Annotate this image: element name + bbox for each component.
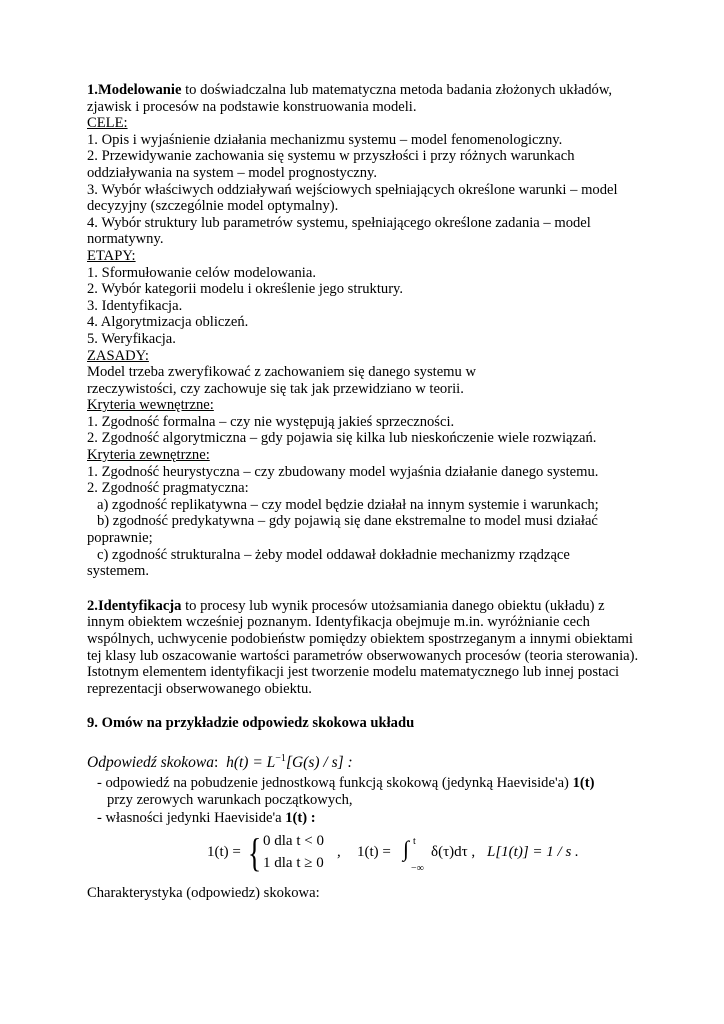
property-bullet: - odpowiedź na pobudzenie jednostkową funkcją skokową (jedynką Haeviside'a) 1(t) bbox=[97, 775, 595, 792]
piecewise-brace: { bbox=[247, 829, 262, 875]
etapy-item: 2. Wybór kategorii modelu i określenie jego struktury. bbox=[87, 281, 404, 298]
kryteria-zewnetrzne-subitem: b) zgodność predykatywna – gdy pojawią się dane ekstremalne to model musi działać bbox=[97, 513, 598, 530]
section2-line: reprezentacji obserwowanego obiektu. bbox=[87, 680, 312, 697]
etapy-item: 3. Identyfikacja. bbox=[87, 297, 183, 314]
step-response-definition: Odpowiedź skokowa: $h(t) = L^{-1}[G(s) / s]$ : bbox=[87, 752, 353, 772]
section2-paragraph: 2.Identyfikacja to procesy lub wynik procesów utożsamiania danego obiektu (układu) z bbox=[87, 597, 605, 614]
zasady-line: Model trzeba zweryfikować z zachowaniem się danego systemu w bbox=[87, 364, 477, 381]
kryteria-wewnetrzne-label: Kryteria wewnętrzne: bbox=[87, 397, 214, 414]
section2-line: wspólnych, uchwycenie podobieństw pomiędzy obiektem spostrzeganym a innymi obiektami bbox=[87, 631, 633, 647]
zasady-label: ZASADY: bbox=[87, 347, 149, 364]
etapy-item: 4. Algorytmizacja obliczeń. bbox=[87, 314, 249, 331]
section2-heading: 2.Identyfikacja bbox=[87, 597, 182, 614]
cele-label: CELE: bbox=[87, 115, 128, 132]
piecewise-case-1: 0 dla t < 0 bbox=[263, 832, 324, 849]
cele-item: 3. Wybór właściwych oddziaływań wejściowych spełniających określone warunki – model bbox=[87, 181, 618, 198]
kryteria-wewnetrzne-item: 2. Zgodność algorytmiczna – gdy pojawia się kilka lub nieskończenie wiele rozwiązań. bbox=[87, 430, 597, 447]
step-characteristic-label: Charakterystyka (odpowiedz) skokowa: bbox=[87, 884, 320, 901]
heaviside-lhs: 1(t) = bbox=[207, 843, 241, 860]
integral-body: δ(τ)dτ , bbox=[431, 843, 476, 860]
integral-sign: ∫ bbox=[403, 835, 410, 861]
document-page bbox=[87, 82, 647, 902]
section9-heading: 9. Omów na przykładzie odpowiedz skokowa układu bbox=[87, 715, 415, 732]
etapy-label: ETAPY: bbox=[87, 247, 136, 264]
piecewise-case-2: 1 dla t ≥ 0 bbox=[263, 854, 324, 871]
integral-upper-limit: t bbox=[413, 835, 416, 847]
kryteria-zewnetrzne-label: Kryteria zewnętrzne: bbox=[87, 447, 210, 464]
integral-lhs: 1(t) = bbox=[357, 843, 391, 860]
etapy-item: 1. Sformułowanie celów modelowania. bbox=[87, 264, 316, 281]
cele-item: normatywny. bbox=[87, 231, 164, 248]
kryteria-zewnetrzne-continuation: poprawnie; bbox=[87, 530, 153, 547]
cele-item: 1. Opis i wyjaśnienie działania mechanizmu systemu – model fenomenologiczny. bbox=[87, 131, 563, 148]
kryteria-zewnetrzne-subitem: a) zgodność replikatywna – czy model będzie działał na innym systemie i warunkach; bbox=[97, 496, 599, 513]
spacer bbox=[87, 580, 647, 598]
section2-line: innym obiektem wcześniej poznanym. Identyfikacja obejmuje m.in. wyróżnianie cech bbox=[87, 614, 590, 631]
cele-item: oddziaływania na system – model prognostyczny. bbox=[87, 164, 378, 181]
integral-lower-limit: −∞ bbox=[411, 862, 424, 874]
section1-intro-line2: zjawisk i procesów na podstawie konstruowania modeli. bbox=[87, 98, 417, 115]
kryteria-zewnetrzne-subitem: c) zgodność strukturalna – żeby model oddawał dokładnie mechanizmy rządzące bbox=[97, 546, 570, 563]
kryteria-wewnetrzne-item: 1. Zgodność formalna – czy nie występują jakieś sprzeczności. bbox=[87, 413, 455, 430]
cele-item: 4. Wybór struktury lub parametrów systemu, spełniającego określone zadania – model bbox=[87, 214, 591, 231]
laplace-formula: L[1(t)] = 1 / s . bbox=[487, 843, 579, 860]
etapy-item: 5. Weryfikacja. bbox=[87, 330, 176, 347]
spacer bbox=[87, 697, 647, 715]
zasady-line: rzeczywistości, czy zachowuje się tak jak przewidziano w teorii. bbox=[87, 380, 464, 397]
formula-comma: , bbox=[337, 843, 341, 860]
cele-item: 2. Przewidywanie zachowania się systemu w przyszłości i przy różnych warunkach bbox=[87, 148, 575, 165]
kryteria-zewnetrzne-item: 2. Zgodność pragmatyczna: bbox=[87, 480, 249, 497]
kryteria-zewnetrzne-item: 1. Zgodność heurystyczna – czy zbudowany model wyjaśnia działanie danego systemu. bbox=[87, 463, 599, 480]
section2-line: tej klasy lub oszacowanie wartości parametrów obserwowanych procesów (teoria sterowania). bbox=[87, 647, 639, 664]
cele-item: decyzyjny (szczególnie model optymalny). bbox=[87, 198, 339, 215]
heaviside-formulas bbox=[87, 831, 647, 879]
property-bullet-continuation: przy zerowych warunkach początkowych, bbox=[107, 791, 353, 808]
section2-line: Istotnym elementem identyfikacji jest tworzenie modelu matematycznego lub innej postaci bbox=[87, 664, 620, 681]
property-bullet: - własności jedynki Haeviside'a 1(t) : bbox=[97, 810, 316, 827]
section1-heading: 1.Modelowanie bbox=[87, 82, 182, 98]
section1-intro: 1.Modelowanie to doświadczalna lub matematyczna metoda badania złożonych układów, bbox=[87, 82, 613, 98]
spacer bbox=[87, 732, 647, 749]
kryteria-zewnetrzne-continuation: systemem. bbox=[87, 563, 150, 580]
